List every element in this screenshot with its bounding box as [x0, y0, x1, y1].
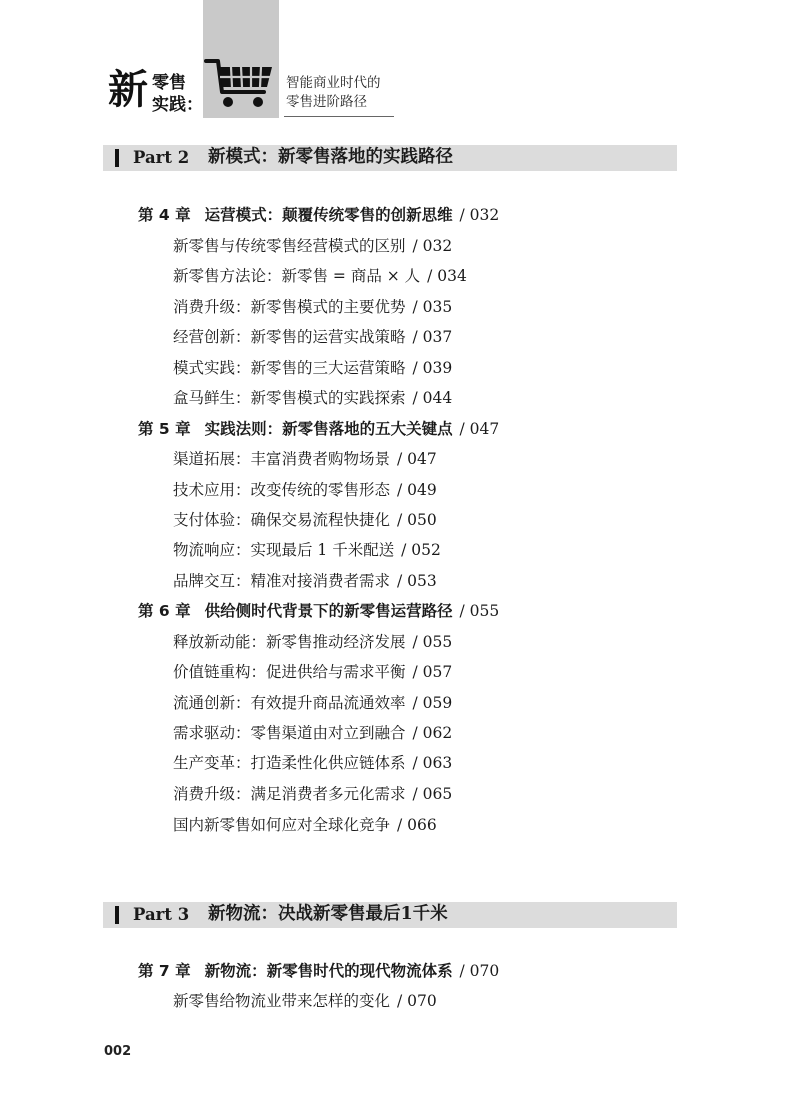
header-brand-xin: 新: [108, 66, 148, 113]
part-number: Part 2: [133, 148, 190, 167]
page-ref: / 052: [401, 541, 441, 559]
section-title: 需求驱动：零售渠道由对立到融合: [173, 724, 406, 742]
page-ref: / 063: [412, 754, 453, 772]
section-entry[interactable]: [173, 330, 452, 346]
section-title: 消费升级：新零售模式的主要优势: [173, 298, 406, 316]
chapter-label: 第 4 章: [138, 206, 191, 224]
chapter-entry[interactable]: [138, 208, 499, 224]
part-title: 新物流：决战新零售最后1千米: [208, 904, 448, 924]
section-entry[interactable]: [173, 756, 452, 772]
section-title: 盒马鲜生：新零售模式的实践探索: [173, 389, 406, 407]
section-entry[interactable]: [173, 391, 452, 407]
page-ref: / 062: [412, 724, 453, 742]
page-ref: / 044: [412, 389, 453, 407]
section-title: 国内新零售如何应对全球化竞争: [173, 816, 391, 834]
section-entry[interactable]: [173, 696, 452, 712]
page-ref: / 047: [459, 420, 500, 438]
section-title: 经营创新：新零售的运营实战策略: [173, 328, 406, 346]
page-ref: / 066: [396, 816, 437, 834]
page-ref: / 050: [396, 511, 437, 529]
section-entry[interactable]: [173, 361, 452, 377]
section-title: 消费升级：满足消费者多元化需求: [173, 785, 406, 803]
page-ref: / 047: [396, 450, 437, 468]
section-title: 新零售方法论：新零售 = 商品 × 人: [173, 267, 421, 285]
section-title: 技术应用：改变传统的零售形态: [173, 481, 391, 499]
page-ref: / 070: [459, 962, 500, 980]
section-title: 释放新动能：新零售推动经济发展: [173, 633, 406, 651]
section-entry[interactable]: [173, 726, 452, 742]
page-ref: / 034: [427, 267, 467, 285]
page-ref: / 055: [459, 602, 500, 620]
part-number: Part 3: [133, 905, 190, 924]
section-title: 流通创新：有效提升商品流通效率: [173, 694, 406, 712]
chapter-title: 运营模式：颠覆传统零售的创新思维: [204, 206, 453, 224]
section-title: 品牌交互：精准对接消费者需求: [173, 572, 391, 590]
section-entry[interactable]: [173, 665, 452, 681]
section-entry[interactable]: [173, 574, 437, 590]
page-number: 002: [104, 1044, 132, 1059]
page-ref: / 057: [412, 663, 453, 681]
page-ref: / 053: [396, 572, 437, 590]
chapter-entry[interactable]: [138, 422, 499, 438]
section-title: 新零售与传统零售经营模式的区别: [173, 237, 406, 255]
page-ref: / 039: [412, 359, 453, 377]
section-entry[interactable]: [173, 513, 437, 529]
page-ref: / 055: [412, 633, 453, 651]
page-ref: / 070: [396, 992, 437, 1010]
part-banner: [103, 902, 677, 928]
page-ref: / 059: [412, 694, 453, 712]
section-entry[interactable]: [173, 239, 452, 255]
section-entry[interactable]: [173, 818, 437, 834]
chapter-title: 实践法则：新零售落地的五大关键点: [204, 420, 453, 438]
chapter-entry[interactable]: [138, 604, 499, 620]
header-brand-line1: 零售: [152, 73, 186, 93]
section-title: 物流响应：实现最后 1 千米配送: [173, 541, 395, 559]
section-entry[interactable]: [173, 300, 452, 316]
section-entry[interactable]: [173, 269, 467, 285]
part-marker: [115, 906, 119, 924]
section-entry[interactable]: [173, 787, 452, 803]
section-entry[interactable]: [173, 543, 441, 559]
section-title: 渠道拓展：丰富消费者购物场景: [173, 450, 391, 468]
page-ref: / 035: [412, 298, 453, 316]
section-title: 模式实践：新零售的三大运营策略: [173, 359, 406, 377]
part-title: 新模式：新零售落地的实践路径: [208, 147, 453, 167]
chapter-title: 新物流：新零售时代的现代物流体系: [204, 962, 453, 980]
page-ref: / 049: [396, 481, 437, 499]
chapter-label: 第 5 章: [138, 420, 191, 438]
section-entry[interactable]: [173, 635, 452, 651]
header-subtitle-line2: 零售进阶路径: [286, 94, 367, 110]
chapter-label: 第 6 章: [138, 602, 191, 620]
chapter-title: 供给侧时代背景下的新零售运营路径: [204, 602, 453, 620]
page-ref: / 032: [412, 237, 453, 255]
chapter-label: 第 7 章: [138, 962, 191, 980]
shopping-cart-icon: [204, 56, 274, 110]
section-title: 价值链重构：促进供给与需求平衡: [173, 663, 406, 681]
part-banner: [103, 145, 677, 171]
section-entry[interactable]: [173, 483, 437, 499]
header-subtitle-line1: 智能商业时代的: [286, 75, 381, 91]
page-ref: / 032: [459, 206, 500, 224]
section-entry[interactable]: [173, 452, 437, 468]
part-marker: [115, 149, 119, 167]
header-divider: [284, 116, 394, 117]
header-brand-line2: 实践：: [152, 95, 203, 115]
section-title: 支付体验：确保交易流程快捷化: [173, 511, 391, 529]
section-title: 生产变革：打造柔性化供应链体系: [173, 754, 406, 772]
chapter-entry[interactable]: [138, 964, 499, 980]
section-title: 新零售给物流业带来怎样的变化: [173, 992, 391, 1010]
page-ref: / 037: [412, 328, 453, 346]
page-ref: / 065: [412, 785, 453, 803]
section-entry[interactable]: [173, 994, 437, 1010]
